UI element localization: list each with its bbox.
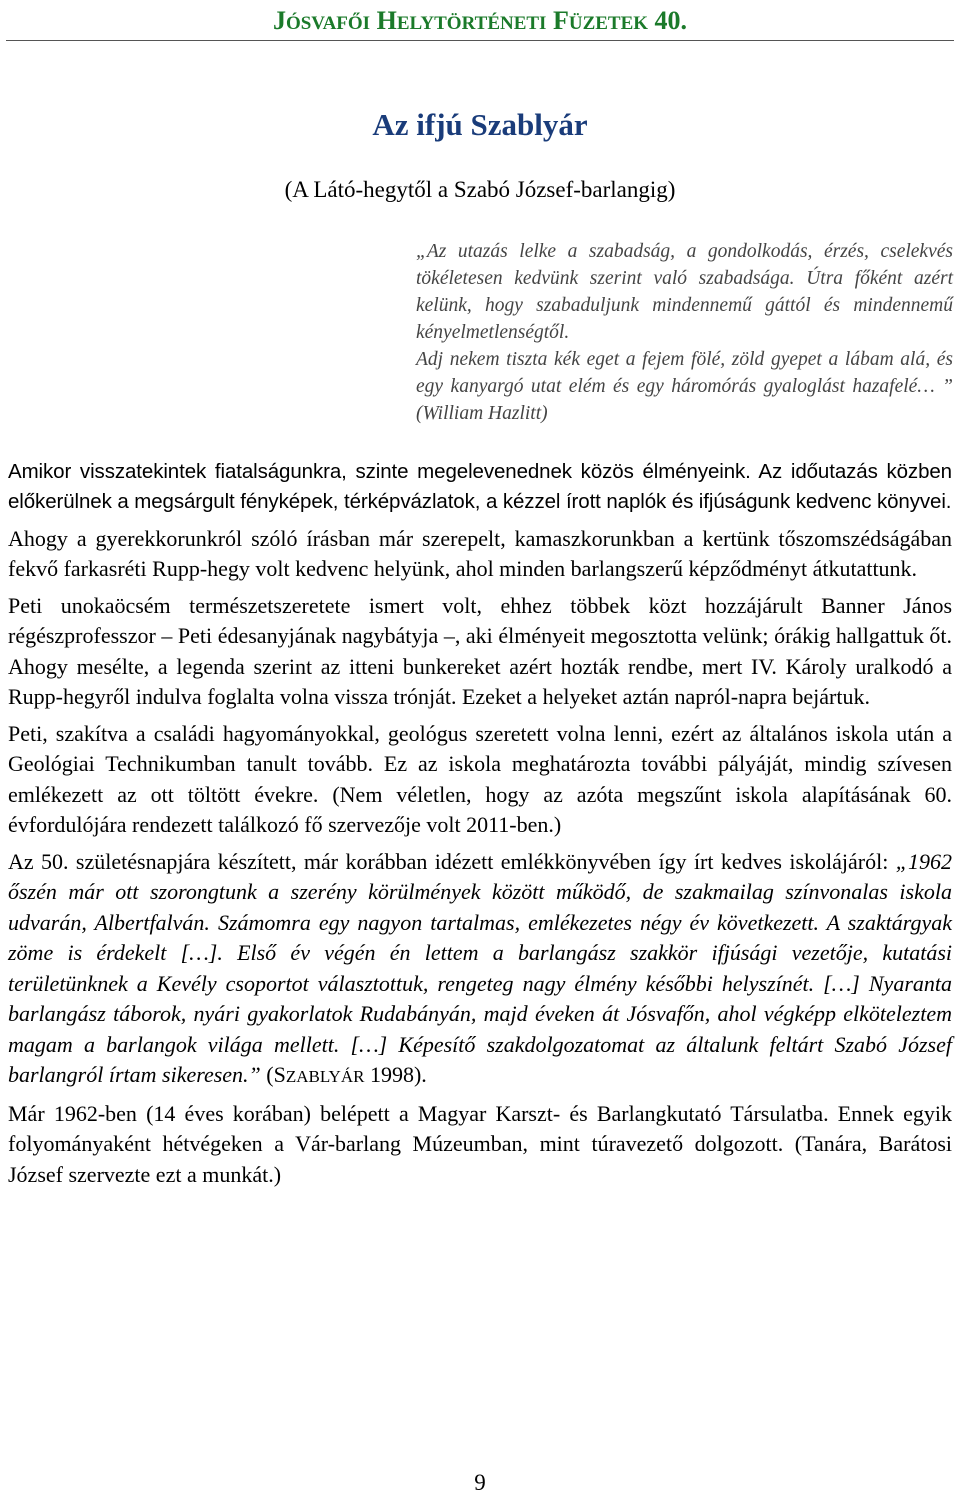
body-paragraph-4: Peti, szakítva a családi hagyományokkal, geológus szeretett volna lenni, ezért az általános iskola után a Geológiai Technikumban tanult tovább. Ez az iskola meghatározta további pályáját, mindig szívesen emlékezett az ott töltött évekre. (Nem véletlen, hogy az azóta megszűnt iskola alapításának 60. évfordulójára rendezett találkozó fő szervezője volt 2011-ben.) (8, 720, 952, 838)
quote-text: „1962 őszén már ott szorongtunk a szerény körülmények között működő, de szakmailag színvonalas iskola udvarán, Albertfalván. Számomra egy nagyon tartalmas, emlékezetes négy év következett. A szaktárgyak zöme is érdekelt […]. Első év végén én lettem a barlangász szakkör ifjúsági vezetője, kutatási területünknek a Kevély csoportot választottuk, rengeteg nagy élmény későbbi helyszínét. […] Nyaranta barlangász táborok, nyári gyakorlatok Rudabányán, majd éveken át Jósvafőn, ahol végképp elköteleztem magam a barlangok világa mellett. […] Képesítő szakdolgozatomat az általunk feltárt Szabó József barlangról írtam sikeresen.” (8, 849, 952, 1087)
header-word-3: ÜZETEK (568, 13, 649, 34)
header-divider (6, 40, 954, 41)
header-initial-3: F (552, 6, 569, 35)
article-title: Az ifjú Szablyár (372, 107, 588, 142)
page-number: 9 (474, 1470, 486, 1495)
citation-close: 1998). (364, 1061, 427, 1087)
body-paragraph-6: Már 1962-ben (14 éves korában) belépett a Magyar Karszt- és Barlangkutató Társulatba. Ennek egyik folyományaként hétvégeken a Vár-barlang Múzeumban, mint túravezető dolgozott. (Tanára, Barátosi József szervezte ezt a munkát.) (8, 1100, 952, 1187)
citation-open: (S (260, 1061, 286, 1087)
quote-intro: Az 50. születésnapjára készített, már korábban idézett emlékkönyvében így írt kedves iskolájáról: (8, 849, 896, 875)
epigraph (416, 238, 953, 427)
article-body (8, 457, 952, 1197)
epigraph-paragraph-1: „Az utazás lelke a szabadság, a gondolkodás, érzés, cselekvés tökéletesen kedvünk szerint való szabadsága. Útra főként azért kelünk, hogy szabaduljunk mindennemű gáttól és mindennemű kényelmetlenségtől. (416, 241, 953, 343)
header-word-1: ÓSVAFŐI (285, 13, 371, 34)
header-word-2: ELYTÖRTÉNETI (396, 13, 547, 34)
body-paragraph-5 (8, 847, 952, 1092)
header-initial-1: J (272, 6, 286, 35)
epigraph-paragraph-2: Adj nekem tiszta kék eget a fejem fölé, zöld gyepet a lábam alá, és egy kanyargó utat elém és egy háromórás gyaloglást hazafelé… ” (William Hazlitt) (416, 349, 953, 424)
article-subtitle: (A Látó-hegytől a Szabó József-barlangig) (284, 177, 676, 202)
running-header (0, 6, 960, 39)
body-paragraph-3: Peti unokaöcsém természetszeretete ismert volt, ehhez többek közt hozzájárult Banner János régészprofesszor – Peti édesanyjának nagybátyja –, aki élményeit megosztotta velünk; órákig hallgattuk őt. Ahogy mesélte, a legenda szerint az itteni bunkereket azért hozták rendbe, mert IV. Károly uralkodó a Rupp-hegyről indulva foglalta volna vissza trónját. Ezeket a helyeket aztán napról-napra bejártuk. (8, 592, 952, 710)
header-initial-2: H (376, 6, 397, 35)
body-paragraph-1: Amikor visszatekintek fiatalságunkra, szinte megelevenednek közös élményeink. Az időutazás közben előkerülnek a megsárgult fényképek, térképvázlatok, a kézzel írott naplók és ifjúságunk kedvenc könyvei. (8, 460, 952, 513)
body-paragraph-2: Ahogy a gyerekkorunkról szóló írásban már szerepelt, kamaszkorunkban a kertünk tőszomszédságában fekvő farkasréti Rupp-hegy volt kedvenc helyünk, ahol minden barlangszerű képződményt átkutattunk. (8, 525, 952, 581)
header-issue-number: 40. (654, 6, 688, 35)
citation-author: ZABLYÁR (285, 1066, 365, 1086)
